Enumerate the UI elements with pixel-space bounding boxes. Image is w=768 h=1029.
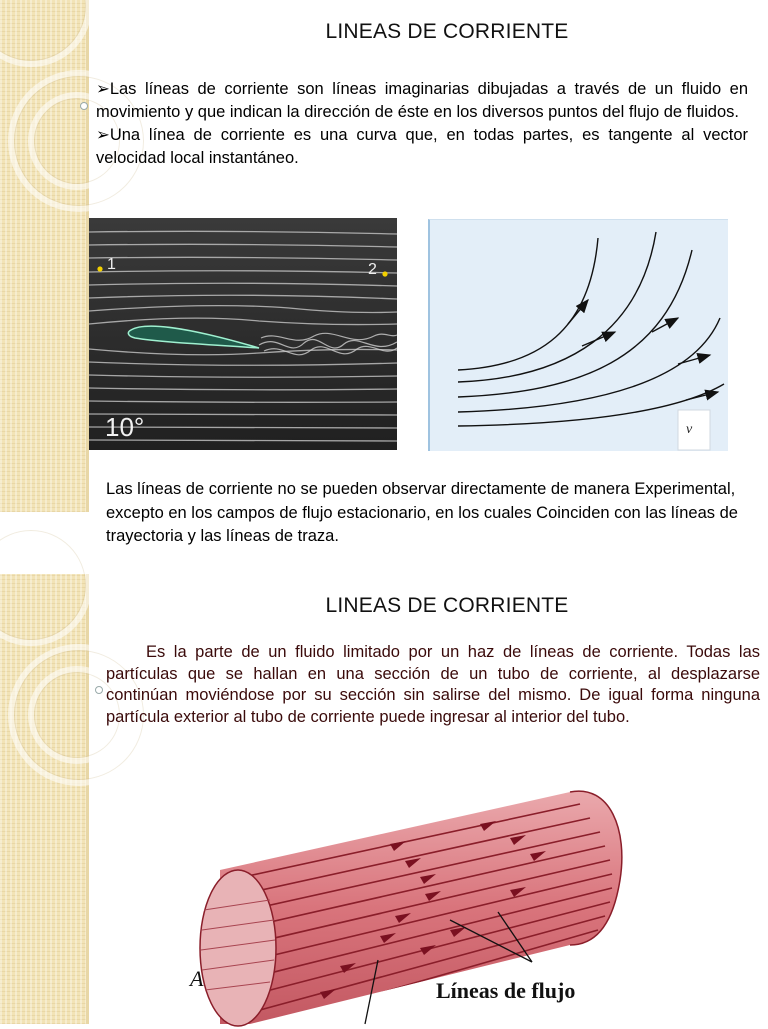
decorative-dot-icon [80, 102, 88, 110]
point-2-label: 2 [368, 261, 377, 278]
bullet-text: Una línea de corriente es una curva que, en todas partes, es tangente al vector velocidad local instantáneo. [96, 126, 748, 167]
flow-lines-label: Líneas de flujo [436, 978, 576, 1003]
streamline-tangent-diagram [428, 219, 728, 451]
bullet-arrow-icon: ➢ [96, 126, 110, 144]
bullet-arrow-icon: ➢ [96, 80, 110, 98]
slide-2-title: LINEAS DE CORRIENTE [325, 594, 569, 617]
angle-label: 10° [105, 412, 145, 442]
decorative-stripe-edge [86, 574, 89, 1024]
airfoil-flow-photo [89, 218, 397, 450]
point-1-label: 1 [107, 256, 116, 273]
definition-bullets [96, 78, 748, 170]
observation-note: Las líneas de corriente no se pueden observar directamente de manera Experimental, excepto en los campos de flujo estacionario, en los cuales Coinciden con las líneas de trayectoria y las líneas de traza. [106, 480, 738, 545]
bullet-item [96, 124, 748, 170]
bullet-text: Las líneas de corriente son líneas imaginarias dibujadas a través de un fluido en movimiento y que indican la dirección de éste en los diversos puntos del flujo de fluidos. [96, 80, 748, 121]
velocity-label: v [686, 422, 693, 437]
stream-tube-figure [180, 770, 640, 1024]
area-label: A [190, 966, 204, 991]
stream-tube-text: Es la parte de un fluido limitado por un haz de líneas de corriente. Todas las partículas que se hallan en una sección de un tubo de corriente, al desplazarse continúan moviéndose por su sección sin salirse del mismo. De igual forma ninguna partícula exterior al tubo de corriente puede ingresar al interior del tubo. [106, 643, 760, 726]
slide-1-title: LINEAS DE CORRIENTE [325, 20, 569, 43]
bullet-item [96, 78, 748, 124]
curved-streamlines-graphic [430, 220, 728, 451]
stream-tube-paragraph [106, 642, 760, 728]
decorative-dot-icon [95, 686, 103, 694]
